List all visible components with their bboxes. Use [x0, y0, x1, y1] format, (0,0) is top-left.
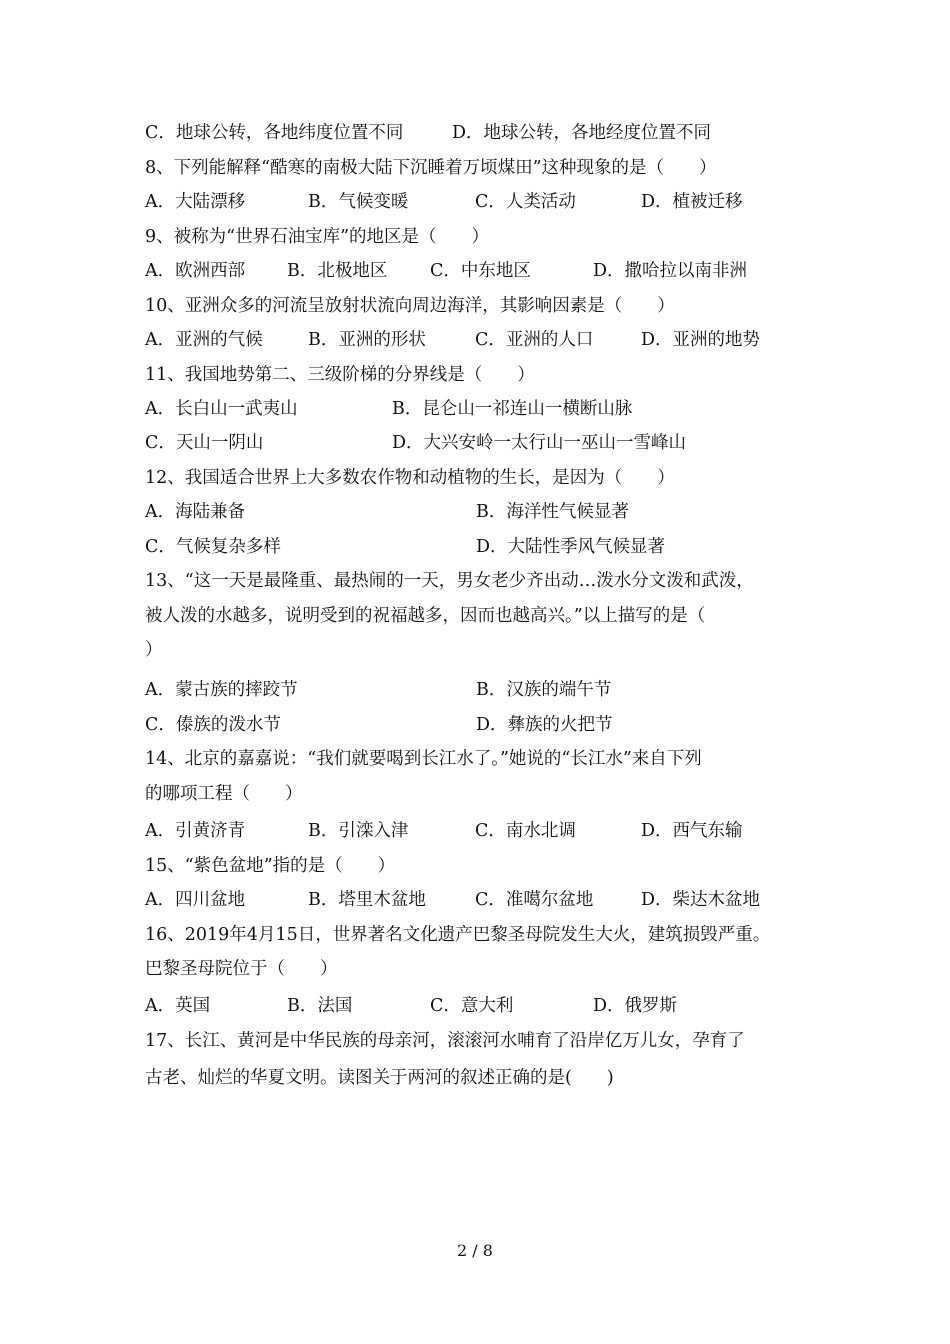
answer-option: B．塔里木盆地 [308, 890, 426, 910]
answer-option: C．中东地区 [430, 261, 531, 281]
answer-option: D．植被迁移 [641, 192, 743, 212]
question-text-line: 13、“这一天是最隆重、最热闹的一天，男女老少齐出动…泼水分文泼和武泼， [145, 571, 754, 591]
answer-option: B．亚洲的形状 [308, 330, 426, 350]
question-text-line: 10、亚洲众多的河流呈放射状流向周边海洋，其影响因素是（ ） [145, 296, 675, 316]
answer-option: B．气候变暖 [308, 192, 409, 212]
question-text-line: 15、“紫色盆地”指的是（ ） [145, 856, 396, 876]
answer-option: D．大陆性季风气候显著 [476, 537, 666, 557]
question-text-line: 14、北京的嘉嘉说：“我们就要喝到长江水了。”她说的“长江水”来自下列 [145, 749, 702, 769]
question-text-line: ） [145, 640, 163, 660]
answer-option: B．昆仑山一祁连山一横断山脉 [392, 399, 633, 419]
answer-option: C．意大利 [430, 996, 514, 1016]
question-text-line: 的哪项工程（ ） [145, 784, 303, 804]
answer-option: A．欧洲西部 [145, 261, 246, 281]
question-text-line: 9、被称为“世界石油宝库”的地区是（ ） [145, 227, 490, 247]
answer-option: A．蒙古族的摔跤节 [145, 680, 298, 700]
question-text-line: 8、下列能解释“酷寒的南极大陆下沉睡着万顷煤田”这种现象的是（ ） [145, 158, 717, 178]
page-number: 2 / 8 [457, 1241, 493, 1260]
answer-option: B．汉族的端午节 [476, 680, 612, 700]
answer-option: C．傣族的泼水节 [145, 715, 281, 735]
question-text-line: 巴黎圣母院位于（ ） [145, 959, 338, 979]
answer-option: B．法国 [287, 996, 353, 1016]
question-text-line: 11、我国地势第二、三级阶梯的分界线是（ ） [145, 365, 535, 385]
question-text-line: 12、我国适合世界上大多数农作物和动植物的生长，是因为（ ） [145, 468, 675, 488]
answer-option: C．南水北调 [475, 821, 576, 841]
answer-option: C．地球公转，各地纬度位置不同 [145, 123, 404, 143]
answer-option: B．引滦入津 [308, 821, 409, 841]
answer-option: B．海洋性气候显著 [476, 502, 629, 522]
answer-option: D．亚洲的地势 [641, 330, 761, 350]
answer-option: D．柴达木盆地 [641, 890, 761, 910]
answer-option: D．彝族的火把节 [476, 715, 613, 735]
answer-option: A．亚洲的气候 [145, 330, 263, 350]
answer-option: C．天山一阴山 [145, 433, 264, 453]
answer-option: A．四川盆地 [145, 890, 246, 910]
answer-option: D．俄罗斯 [593, 996, 678, 1016]
question-text-line: 17、长江、黄河是中华民族的母亲河，滚滚河水哺育了沿岸亿万儿女，孕育了 [145, 1031, 745, 1051]
answer-option: A．大陆漂移 [145, 192, 246, 212]
answer-option: B．北极地区 [287, 261, 388, 281]
answer-option: D．西气东输 [641, 821, 743, 841]
answer-option: C．气候复杂多样 [145, 537, 281, 557]
answer-option: A．引黄济青 [145, 821, 246, 841]
question-text-line: 16、2019年4月15日，世界著名文化遗产巴黎圣母院发生大火，建筑损毁严重。 [145, 925, 771, 945]
answer-option: C．亚洲的人口 [475, 330, 594, 350]
answer-option: D．撒哈拉以南非洲 [593, 261, 748, 281]
question-text-line: 被人泼的水越多，说明受到的祝福越多，因而也越高兴。”以上描写的是（ [145, 606, 706, 626]
answer-option: A．英国 [145, 996, 211, 1016]
question-text-line: 古老、灿烂的华夏文明。读图关于两河的叙述正确的是( ) [145, 1068, 614, 1088]
answer-option: C．准噶尔盆地 [475, 890, 594, 910]
answer-option: A．长白山一武夷山 [145, 399, 298, 419]
answer-option: C．人类活动 [475, 192, 576, 212]
answer-option: D．地球公转，各地经度位置不同 [452, 123, 712, 143]
answer-option: A．海陆兼备 [145, 502, 246, 522]
answer-option: D．大兴安岭一太行山一巫山一雪峰山 [392, 433, 687, 453]
